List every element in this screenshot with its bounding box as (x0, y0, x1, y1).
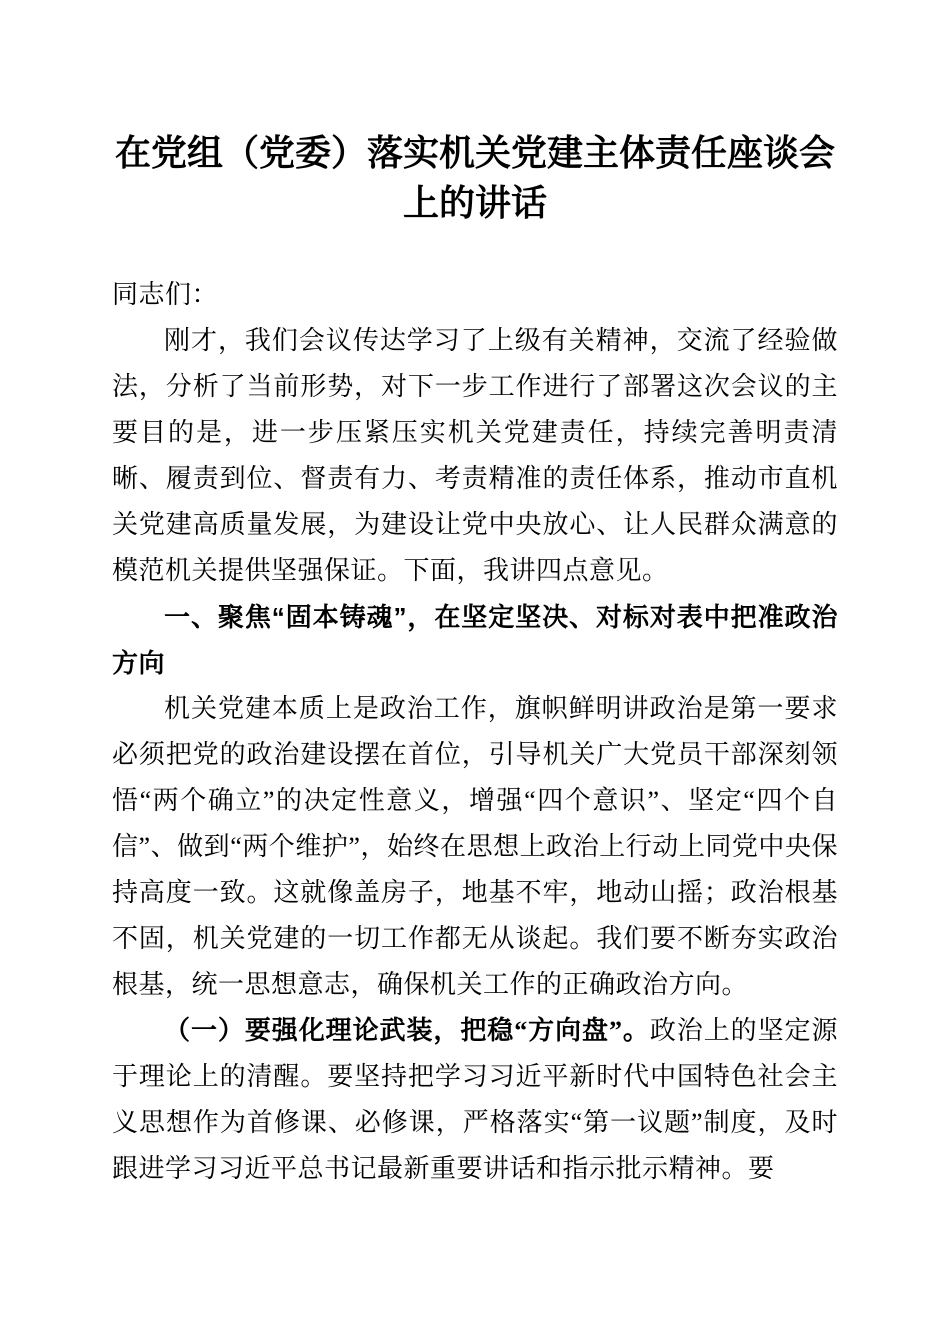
paragraph-subsection-1 (112, 1008, 838, 1192)
section-heading-1: 一、聚焦“固本铸魂”，在坚定坚决、对标对表中把准政治方向 (112, 602, 838, 678)
subsection-text: 政治上的坚定源于理论上的清醒。要坚持把学习习近平新时代中国特色社会主义思想作为首修课、必修课，严格落实“第一议题”制度，及时跟进学习习近平总书记最新重要讲话和指示批示精神。要 (112, 1016, 838, 1183)
paragraph-intro: 刚才，我们会议传达学习了上级有关精神，交流了经验做法，分析了当前形势，对下一步工作进行了部署这次会议的主要目的是，进一步压紧压实机关党建责任，持续完善明责清晰、履责到位、督责有力、考责精准的责任体系，推动市直机关党建高质量发展，为建设让党中央放心、让人民群众满意的模范机关提供坚强保证。下面，我讲四点意见。 (112, 326, 838, 585)
document-title: 在党组（党委）落实机关党建主体责任座谈会上的讲话 (114, 133, 835, 223)
subsection-lead: （一）要强化理论武装，把稳“方向盘”。 (164, 1016, 650, 1045)
paragraph-section-1: 机关党建本质上是政治工作，旗帜鲜明讲政治是第一要求必须把党的政治建设摆在首位，引导机关广大党员干部深刻领悟“两个确立”的决定性意义，增强“四个意识”、坚定“四个自信”、做到“两个维护”，始终在思想上政治上行动上同党中央保持高度一致。这就像盖房子，地基不牢，地动山摇；政治根基不固，机关党建的一切工作都无从谈起。我们要不断夯实政治根基，统一思想意志，确保机关工作的正确政治方向。 (112, 694, 838, 999)
document-content (112, 0, 838, 1192)
salutation: 同志们： (112, 280, 219, 309)
